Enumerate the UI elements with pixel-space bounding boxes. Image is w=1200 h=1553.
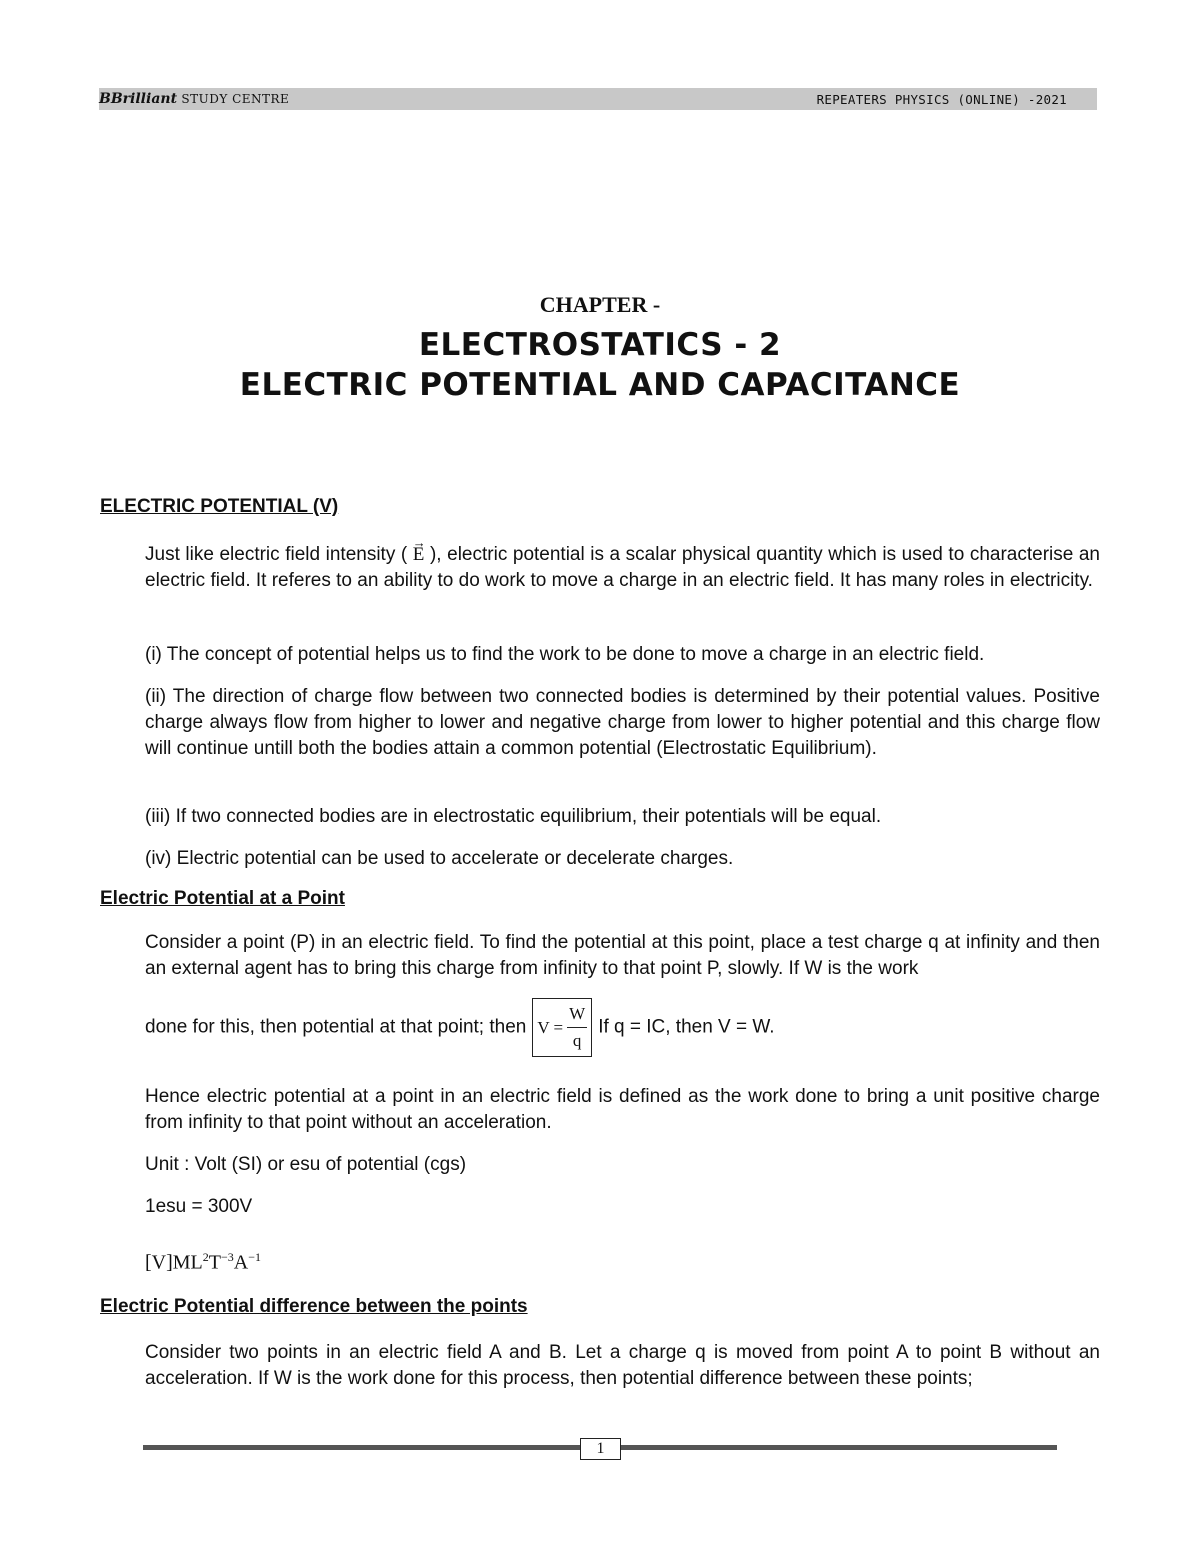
definition-paragraph: Hence electric potential at a point in an electric field is defined as the work done to bring a unit positive charge from infinity to that point without an acceleration.	[145, 1086, 1100, 1133]
intro-paragraph: Just like electric field intensity ( → E ), electric potential is a scalar physical quantity which is used to characterise an electric field. It referes to an ability to do work to move a charge in an electric field. It has many roles in electricity.	[145, 542, 1100, 594]
running-header	[99, 88, 1097, 110]
list-item: (ii) The direction of charge flow between two connected bodies is determined by their potential values. Positive charge always flow from higher to lower and negative charge from lower to higher potential and this charge flow will continue untill both the bodies attain a common potential (Electrostatic Equilibrium).	[145, 686, 1100, 759]
footer-rule-left	[143, 1445, 580, 1450]
chapter-title-line1: ELECTROSTATICS - 2	[418, 327, 782, 363]
section-heading-potential-at-point: Electric Potential at a Point	[100, 888, 345, 909]
paragraph: Consider a point (P) in an electric field. To find the potential at this point, place a test charge q at infinity and then an external agent has to bring this charge from infinity to that point P, slowly. If W is the work	[145, 932, 1100, 979]
footer-rule-right	[621, 1445, 1057, 1450]
section-heading-electric-potential: ELECTRIC POTENTIAL (V)	[100, 496, 339, 517]
dimension-formula: $[V]ML^2T^{-3}A^{-1}$	[145, 1250, 261, 1274]
potential-formula: V = $\frac{W}{q}$	[532, 998, 592, 1057]
chapter-title-line2: ELECTRIC POTENTIAL AND CAPACITANCE	[239, 367, 961, 403]
section-heading-potential-difference: Electric Potential difference between the points	[100, 1296, 528, 1317]
list-item: (iii) If two connected bodies are in electrostatic equilibrium, their potentials will be equal.	[145, 806, 882, 827]
chapter-label: CHAPTER -	[539, 292, 661, 317]
list-item: (iv) Electric potential can be used to accelerate or decelerate charges.	[145, 848, 734, 869]
course-title: REPEATERS PHYSICS (ONLINE) -2021	[816, 91, 1067, 107]
unit-line: Unit : Volt (SI) or esu of potential (cgs)	[145, 1154, 467, 1175]
page-number: 1	[580, 1438, 621, 1460]
list-item: (i) The concept of potential helps us to find the work to be done to move a charge in an electric field.	[145, 644, 985, 665]
brand-name: BBrilliant STUDY CENTRE	[99, 91, 290, 107]
formula-line: done for this, then potential at that point; then V = $\frac{W}{q}$ If q = IC, then V = W.	[145, 998, 1100, 1057]
paragraph: Consider two points in an electric field A and B. Let a charge q is moved from point A to point B without an acceleration. If W is the work done for this process, then potential difference between these points;	[145, 1342, 1100, 1389]
vector-e-symbol: → E	[413, 542, 425, 568]
esu-line: 1esu = 300V	[145, 1196, 253, 1217]
